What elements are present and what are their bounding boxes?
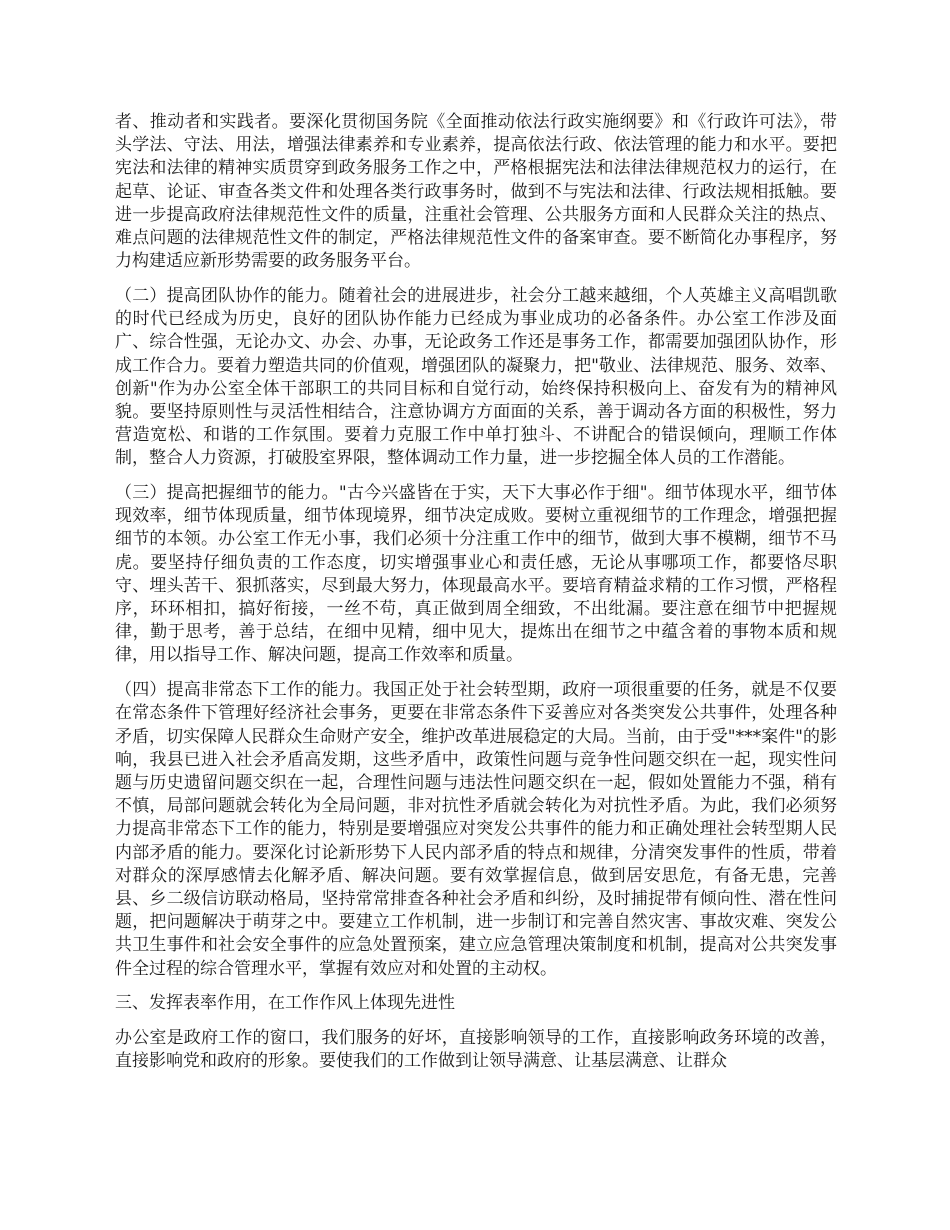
paragraph-closing: 办公室是政府工作的窗口，我们服务的好坏，直接影响领导的工作，直接影响政务环境的改善，直接影响党和政府的形象。要使我们的工作做到让领导满意、让基层满意、让群众 — [115, 1028, 837, 1072]
paragraph-teamwork: （二）提高团队协作的能力。随着社会的进展进步，社会分工越来越细，个人英雄主义高唱凯歌的时代已经成为历史，良好的团队协作能力已经成为事业成功的必备条件。办公室工作涉及面广、综合性强，无论办文、办会、办事，无论政务工作还是事务工作，都需要加强团队协作，形成工作合力。要着力塑造共同的价值观，增强团队的凝聚力，把"敬业、法律规范、服务、效率、创新"作为办公室全体干部职工的共同目标和自觉行动，始终保持积极向上、奋发有为的精神风貌。要坚持原则性与灵活性相结合，注意协调方方面面的关系，善于调动各方面的积极性，努力营造宽松、和谐的工作氛围。要着力克服工作中单打独斗、不讲配合的错误倾向，理顺工作体制，整合人力资源，打破股室界限，整体调动工作力量，进一步挖掘全体人员的工作潜能。 — [115, 285, 837, 469]
paragraph-emergency: （四）提高非常态下工作的能力。我国正处于社会转型期，政府一项很重要的任务，就是不仅要在常态条件下管理好经济社会事务，更要在非常态条件下妥善应对各类突发公共事件，处理各种矛盾，切实保障人民群众生命财产安全，维护改革进展稳定的大局。当前，由于受"***案件"的影响，我县已进入社会矛盾高发期，这些矛盾中，政策性问题与竞争性问题交织在一起，现实性问题与历史遗留问题交织在一起，合理性问题与违法性问题交织在一起，假如处置能力不强，稍有不慎，局部问题就会转化为全局问题，非对抗性矛盾就会转化为对抗性矛盾。为此，我们必须努力提高非常态下工作的能力，特别是要增强应对突发公共事件的能力和正确处理社会转型期人民内部矛盾的能力。要深化讨论新形势下人民内部矛盾的特点和规律，分清突发事件的性质，带着对群众的深厚感情去化解矛盾、解决问题。要有效掌握信息，做到居安思危，有备无患，完善县、乡二级信访联动格局，坚持常常排查各种社会矛盾和纠纷，及时捕捉带有倾向性、潜在性问题，把问题解决于萌芽之中。要建立工作机制，进一步制订和完善自然灾害、事故灾难、突发公共卫生事件和社会安全事件的应急处置预案，建立应急管理决策制度和机制，提高对公共突发事件全过程的综合管理水平，掌握有效应对和处置的主动权。 — [115, 680, 837, 979]
paragraph-details: （三）提高把握细节的能力。"古今兴盛皆在于实，天下大事必作于细"。细节体现水平，细节体现效率，细节体现质量，细节体现境界，细节决定成败。要树立重视细节的工作理念，增强把握细节的本领。办公室工作无小事，我们必须十分注重工作中的细节，做到大事不模糊，细节不马虎。要坚持仔细负责的工作态度，切实增强事业心和责任感，无论从事哪项工作，都要恪尽职守、埋头苦干、狠抓落实，尽到最大努力，体现最高水平。要培育精益求精的工作习惯，严格程序，环环相扣，搞好衔接，一丝不苟，真正做到周全细致，不出纰漏。要注意在细节中把握规律，勤于思考，善于总结，在细中见精，细中见大，提炼出在细节之中蕴含着的事物本质和规律，用以指导工作、解决问题，提高工作效率和质量。 — [115, 483, 837, 666]
paragraph-rule-of-law: 者、推动者和实践者。要深化贯彻国务院《全面推动依法行政实施纲要》和《行政许可法》，带头学法、守法、用法，增强法律素养和专业素养，提高依法行政、依法管理的能力和水平。要把宪法和法律的精神实质贯穿到政务服务工作之中，严格根据宪法和法律法律规范权力的运行，在起草、论证、审查各类文件和处理各类行政事务时，做到不与宪法和法律、行政法规相抵触。要进一步提高政府法律规范性文件的质量，注重社会管理、公共服务方面和人民群众关注的热点、难点问题的法律规范性文件的制定，严格法律规范性文件的备案审查。要不断简化办事程序，努力构建适应新形势需要的政务服务平台。 — [115, 112, 837, 272]
document-page — [115, 111, 837, 1085]
section-heading: 三、发挥表率作用，在工作作风上体现先进性 — [115, 993, 455, 1014]
